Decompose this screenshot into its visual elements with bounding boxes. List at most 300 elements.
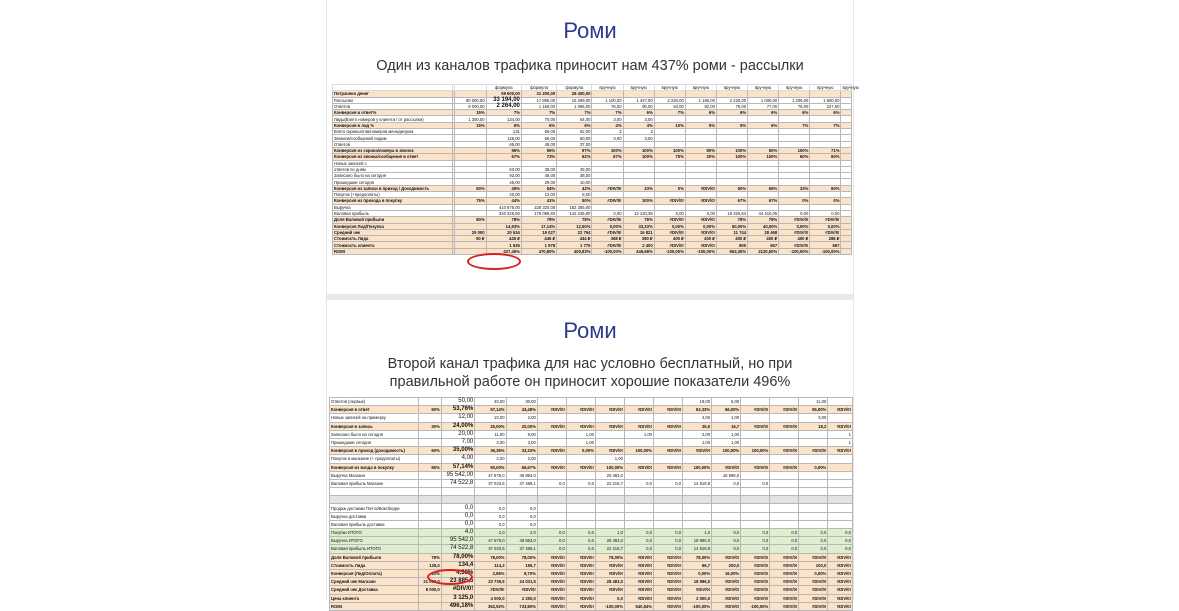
table-cell xyxy=(624,504,653,512)
table-cell: 7% xyxy=(521,110,556,116)
table-cell: 444 ₽ xyxy=(557,236,592,242)
table-cell xyxy=(566,414,595,422)
table-cell: 1 095,00 xyxy=(557,103,592,109)
table-cell: -100,00% xyxy=(592,248,623,254)
table-cell: 800 xyxy=(716,242,747,248)
table-cell: 0,00 xyxy=(654,210,685,216)
table-cell: 0% xyxy=(779,198,810,204)
table-cell: 446,68% xyxy=(623,248,654,254)
table-cell: 0,0 xyxy=(741,529,770,537)
table-cell xyxy=(475,496,506,504)
table-row xyxy=(330,496,853,504)
table-cell: 0,0 xyxy=(537,537,566,545)
row-label-cell: Доля Валовой прибыли xyxy=(330,553,419,561)
table-cell: 2,00 xyxy=(683,430,712,438)
table-cell: 6% xyxy=(810,110,841,116)
table-cell: #DIV/0! xyxy=(770,463,799,471)
table-cell: 1 000,00 xyxy=(748,97,779,103)
table-cell: -100,00% xyxy=(741,602,770,610)
table-cell: 2 000,0 xyxy=(683,594,712,602)
table-cell: #DIV/0! xyxy=(770,553,799,561)
table-row xyxy=(330,586,853,594)
table-cell xyxy=(566,398,595,406)
table-cell: #DIV/0! xyxy=(770,422,799,430)
table-cell xyxy=(654,471,683,479)
table-cell: #DIV/0! xyxy=(685,198,716,204)
table-cell: 92,00 xyxy=(486,173,521,179)
table-cell: 3,00 xyxy=(623,116,654,122)
table-cell: 2,86% xyxy=(475,569,506,577)
table-cell: 0,00% xyxy=(779,223,810,229)
table-cell: 55,00% xyxy=(799,406,828,414)
table-row xyxy=(330,430,853,438)
table-cell xyxy=(770,430,799,438)
table-cell: 9,00 xyxy=(506,430,537,438)
table-cell: #DIV/0! xyxy=(770,602,799,610)
table-cell xyxy=(537,414,566,422)
table-cell xyxy=(624,438,653,446)
table-cell: 100,00% xyxy=(741,447,770,455)
table-cell: #DIV/0! xyxy=(654,553,683,561)
table-cell: 0,0 xyxy=(506,504,537,512)
row-label-cell: Конверсия в ответ xyxy=(330,406,419,414)
table-row xyxy=(330,455,853,463)
table-cell xyxy=(419,594,441,602)
table-cell: 1 978 xyxy=(521,242,556,248)
table-cell: 8,00 xyxy=(557,192,592,198)
table-cell: 3,00 xyxy=(799,414,828,422)
table-cell: #DIV/0! xyxy=(537,561,566,569)
row-label-cell: Стоимость Лида xyxy=(330,561,419,569)
table-cell xyxy=(537,488,566,496)
table-cell: 28 483,0 xyxy=(595,578,624,586)
table-cell: 6,00 xyxy=(712,398,741,406)
table-cell: 33% xyxy=(623,185,654,191)
table-cell: -100,00% xyxy=(654,248,685,254)
header-cell: вручную xyxy=(654,85,685,91)
table-cell: #DIV/0! xyxy=(741,561,770,569)
table-cell xyxy=(419,504,441,512)
table-cell xyxy=(828,488,853,496)
table-cell: 114,3 xyxy=(475,561,506,569)
table-cell xyxy=(566,455,595,463)
table-cell: 0,00% xyxy=(566,447,595,455)
row-label-cell: Взято скриншотов/номеров менеджером xyxy=(333,129,453,135)
table-cell: 96% xyxy=(486,147,521,153)
table-cell xyxy=(828,471,853,479)
table-cell: 1,00 xyxy=(595,455,624,463)
table-cell: 7% xyxy=(486,110,521,116)
table-cell xyxy=(419,455,441,463)
table-cell: 2120,50% xyxy=(748,248,779,254)
table-cell: 0,0 xyxy=(475,504,506,512)
table-cell xyxy=(770,471,799,479)
table-cell: -100,00% xyxy=(685,248,716,254)
table-row xyxy=(330,504,853,512)
table-cell: #DIV/0! xyxy=(799,578,828,586)
row-label-cell: Валовая прибыль ИТОГО xyxy=(330,545,419,553)
row-label-cell: Ответов xyxy=(333,103,453,109)
row-label-cell: Средний чек Магазин xyxy=(330,578,419,586)
table-cell: 60% xyxy=(716,185,747,191)
table-cell xyxy=(441,488,475,496)
table-cell: #DIV/0! xyxy=(506,586,537,594)
table-cell: 76,00 xyxy=(592,103,623,109)
table-cell: 37 489,1 xyxy=(506,479,537,487)
table-cell: 16,7 xyxy=(712,422,741,430)
table-row xyxy=(330,545,853,553)
table-cell: #DIV/0! xyxy=(828,569,853,577)
row-label-cell: Конверсия из звонка/сообщения в ответ xyxy=(333,154,453,160)
table-cell: 78% xyxy=(716,217,747,223)
table-cell xyxy=(828,504,853,512)
table-cell: 7% xyxy=(592,110,623,116)
table-row xyxy=(333,248,852,254)
table-cell: 445 ₽ xyxy=(486,236,521,242)
table-cell: 400 ₽ xyxy=(716,236,747,242)
table-cell: #DIV/0! xyxy=(566,553,595,561)
table-cell: #DIV/0! xyxy=(770,406,799,414)
table-cell: 6% xyxy=(716,110,747,116)
table-cell xyxy=(741,496,770,504)
table-cell: 0,0 xyxy=(566,479,595,487)
table-cell: 37 033,6 xyxy=(475,479,506,487)
table-cell: 60% xyxy=(779,154,810,160)
table-cell: 25,00% xyxy=(475,422,506,430)
table-cell xyxy=(683,496,712,504)
table-cell: 23 739,5 xyxy=(475,578,506,586)
table-cell: 90,00 xyxy=(623,103,654,109)
table-cell: 69,00 xyxy=(521,129,556,135)
table-cell xyxy=(654,520,683,528)
table-cell xyxy=(624,471,653,479)
header-cell: вручную xyxy=(779,85,810,91)
row-label-cell: Цена клиента xyxy=(330,594,419,602)
table-cell: #DIV/0! xyxy=(592,185,623,191)
table-cell: 67% xyxy=(592,154,623,160)
header-cell: вручную xyxy=(842,85,859,91)
table-cell: 3,00 xyxy=(592,116,623,122)
table-cell: #DIV/0! xyxy=(654,242,685,248)
table-cell: 195,7 xyxy=(506,561,537,569)
table-cell xyxy=(506,496,537,504)
table-cell: 0,0 xyxy=(654,545,683,553)
table-cell: 60% xyxy=(419,406,441,414)
slide-subtitle-line-2: правильной работе он приносит хорошие показатели 496% xyxy=(389,374,791,390)
table-cell: #DIV/0! xyxy=(712,463,741,471)
table-cell: 1 600,00 xyxy=(810,97,841,103)
row-label-cell: Средний чек Доставка xyxy=(330,586,419,594)
slide-subtitle-line-1: Второй канал трафика для нас условно бесплатный, но при xyxy=(387,356,793,372)
table-cell: 24 031,5 xyxy=(506,578,537,586)
table-cell: 0,0 xyxy=(537,529,566,537)
table-cell: 41% xyxy=(521,198,556,204)
table-cell: 3 xyxy=(623,129,654,135)
table-cell: 100,0 xyxy=(799,561,828,569)
table-cell: 4,0 xyxy=(441,529,475,537)
table-cell: 100% xyxy=(623,154,654,160)
table-cell: 2 250,0 xyxy=(506,594,537,602)
table-cell: 25,0 xyxy=(683,422,712,430)
table-cell xyxy=(506,488,537,496)
table-cell: 4,00 xyxy=(683,414,712,422)
table-cell: 3,00 xyxy=(592,135,623,141)
table-cell: 1 180,00 xyxy=(685,97,716,103)
table-cell: 60,00 xyxy=(557,135,592,141)
table-cell: 33 194,00 xyxy=(486,97,521,103)
table-cell: 37 489,1 xyxy=(506,545,537,553)
table-cell xyxy=(828,496,853,504)
table-cell: 178 089,60 xyxy=(521,210,556,216)
table-cell: 12,50% xyxy=(557,223,592,229)
table-cell: #DIV/0! xyxy=(770,586,799,594)
table-cell: 6% xyxy=(748,110,779,116)
table-row xyxy=(330,561,853,569)
table-cell: 62% xyxy=(557,154,592,160)
table-cell: 227,00 xyxy=(810,103,841,109)
table-cell: 57,14% xyxy=(441,463,475,471)
table-cell: 67% xyxy=(748,198,779,204)
table-cell: #DIV/0! xyxy=(566,569,595,577)
table-cell: 24,00% xyxy=(441,422,475,430)
table-cell xyxy=(683,504,712,512)
table-cell: #DIV/0! xyxy=(624,422,653,430)
table-row xyxy=(330,520,853,528)
table-cell: #DIV/0! xyxy=(537,578,566,586)
table-cell: 33,33% xyxy=(623,223,654,229)
table-cell: 75% xyxy=(455,198,486,204)
table-cell: 2 264,00 xyxy=(486,103,521,109)
table-cell: 37,00 xyxy=(557,141,592,147)
row-label-cell: Конверсия из записи в приход / Доходимость xyxy=(333,185,453,191)
table-cell xyxy=(770,438,799,446)
table-cell xyxy=(537,438,566,446)
table-cell: #DIV/0! xyxy=(566,594,595,602)
table-cell: 7,00 xyxy=(441,438,475,446)
table-cell xyxy=(741,512,770,520)
header-cell: вручную xyxy=(685,85,716,91)
table-cell: 362,92% xyxy=(475,602,506,610)
table-cell: 78% xyxy=(748,217,779,223)
row-label-cell: Доля Валовой прибыли xyxy=(333,217,453,223)
table-cell: 6% xyxy=(779,110,810,116)
table-cell: 0,00% xyxy=(799,569,828,577)
table-cell xyxy=(712,496,741,504)
table-cell: #DIV/0! xyxy=(624,594,653,602)
table-row xyxy=(330,602,853,610)
table-cell: #DIV/0! xyxy=(828,422,853,430)
table-cell: 4% xyxy=(592,122,623,128)
table-cell xyxy=(741,504,770,512)
table-cell: 131 xyxy=(486,129,521,135)
table-cell: #DIV/0! xyxy=(810,229,841,235)
table-cell: 2 400 xyxy=(623,242,654,248)
table-cell xyxy=(712,512,741,520)
table-cell: 5% xyxy=(685,122,716,128)
table-cell: #DIV/0! xyxy=(592,217,623,223)
table-cell xyxy=(770,496,799,504)
table-cell: 10% xyxy=(419,569,441,577)
table-cell xyxy=(419,479,441,487)
table-cell: 50,00% xyxy=(716,223,747,229)
row-label-cell: Конверсия в ответ% xyxy=(333,110,453,116)
table-cell: 17,14% xyxy=(521,223,556,229)
table-cell: 0,0 xyxy=(506,512,537,520)
table-cell: 28 468 xyxy=(748,229,779,235)
table-cell xyxy=(624,520,653,528)
table-cell: #DIV/0! xyxy=(683,586,712,594)
table-cell: #DIV/0! xyxy=(624,561,653,569)
table-cell: #DIV/0! xyxy=(770,561,799,569)
table-cell xyxy=(828,455,853,463)
table-cell: 67% xyxy=(716,198,747,204)
table-cell: 4,30% xyxy=(441,569,475,577)
table-row xyxy=(330,471,853,479)
table-cell: 47 679,0 xyxy=(475,471,506,479)
row-label-cell: Валовая прибыль Магазин xyxy=(330,479,419,487)
table-cell: 2,00 xyxy=(475,455,506,463)
table-cell: #DIV/0! xyxy=(592,198,623,204)
table-cell: 60 000,00 xyxy=(455,97,486,103)
romi-highlight-oval xyxy=(467,253,521,270)
table-cell: 0,0 xyxy=(712,479,741,487)
table-cell: 78,00% xyxy=(595,553,624,561)
table-cell xyxy=(770,455,799,463)
table-cell xyxy=(566,496,595,504)
table-cell: 6% xyxy=(748,122,779,128)
table-cell: 1 100,00 xyxy=(592,97,623,103)
table-cell: #DIV/0! xyxy=(685,217,716,223)
table-cell: #DIV/0! xyxy=(566,602,595,610)
table-cell: 50,00% xyxy=(475,463,506,471)
table-cell: 1 350,00 xyxy=(455,116,486,122)
table-cell: #DIV/0! xyxy=(595,586,624,594)
header-cell: формула xyxy=(486,85,521,91)
table-cell: 7% xyxy=(779,122,810,128)
table-cell: #DIV/0! xyxy=(595,422,624,430)
table-cell: 28 400,00 xyxy=(557,91,592,97)
table-cell: 100% xyxy=(623,147,654,153)
table-cell: 33,33% xyxy=(506,447,537,455)
table-cell xyxy=(828,398,853,406)
table-cell: 0,00% xyxy=(654,223,685,229)
table-cell: -100,00% xyxy=(810,248,841,254)
table-cell: 3 xyxy=(592,129,623,135)
table-cell xyxy=(799,512,828,520)
table-cell: 0% xyxy=(654,185,685,191)
table-cell: #DIV/0! xyxy=(537,586,566,594)
table-cell: 437,46% xyxy=(486,248,521,254)
table-cell: 9 000,00 xyxy=(455,103,486,109)
table-cell: #DIV/0! xyxy=(441,586,475,594)
table-cell: #DIV/0! xyxy=(828,586,853,594)
row-label-cell: Конверсия из прихода в покупку xyxy=(333,198,453,204)
table-cell: 0,0 xyxy=(712,529,741,537)
table-cell: 62,00 xyxy=(557,129,592,135)
table-cell xyxy=(624,488,653,496)
table-cell xyxy=(419,520,441,528)
table-cell: 21 000,0 xyxy=(419,578,441,586)
table-cell: 0,00 xyxy=(685,210,716,216)
row-label-cell: Валовая прибыль xyxy=(333,210,453,216)
row-label-cell: Конверсия в приход (доходимость) xyxy=(330,447,419,455)
table-cell: #DIV/0! xyxy=(712,578,741,586)
table-cell: 4% xyxy=(623,122,654,128)
table-cell: #DIV/0! xyxy=(654,578,683,586)
table-cell: 0,0 xyxy=(799,537,828,545)
table-cell: 33% xyxy=(779,185,810,191)
table-cell: 1 xyxy=(828,438,853,446)
table-cell: 7% xyxy=(810,122,841,128)
table-cell: #DIV/0! xyxy=(566,463,595,471)
table-cell: 1,00 xyxy=(566,438,595,446)
table-cell xyxy=(741,455,770,463)
table-cell: 78% xyxy=(486,217,521,223)
table-cell: 18 996,0 xyxy=(683,537,712,545)
table-cell: -100,00% xyxy=(683,602,712,610)
table-cell xyxy=(441,496,475,504)
table-cell: 0,0 xyxy=(654,479,683,487)
table-cell: 13 120,38 xyxy=(623,210,654,216)
table-cell xyxy=(537,398,566,406)
table-cell: 368 ₽ xyxy=(592,236,623,242)
row-label-cell: Потрачено денег xyxy=(333,91,453,97)
table-cell: 95 542,00 xyxy=(441,471,475,479)
table-cell: 410 675,00 xyxy=(486,204,521,210)
table-cell: 0,0 xyxy=(624,545,653,553)
table-cell: 78% xyxy=(623,217,654,223)
table-cell: 14 818,9 xyxy=(683,479,712,487)
table-cell: #DIV/0! xyxy=(828,602,853,610)
table-cell: #DIV/0! xyxy=(741,463,770,471)
table-cell: 0,00% xyxy=(810,223,841,229)
table-cell: 38,00 xyxy=(557,173,592,179)
table-cell: 4,00 xyxy=(475,438,506,446)
table-cell: 380 ₽ xyxy=(623,236,654,242)
table-cell: 667 xyxy=(810,242,841,248)
row-label-cell: Конверсия из скрина/номера в звонок xyxy=(333,147,453,153)
table-cell: 11,00 xyxy=(799,398,828,406)
table-cell: #DIV/0! xyxy=(828,578,853,586)
table-cell: 0,0 xyxy=(654,529,683,537)
table-cell: 11,00 xyxy=(475,430,506,438)
table-row xyxy=(330,537,853,545)
row-label-cell: Записано было на сегодня xyxy=(333,173,453,179)
table-row xyxy=(330,406,853,414)
table-cell: 1 447,00 xyxy=(623,97,654,103)
table-row xyxy=(330,422,853,430)
table-cell: 200,0 xyxy=(712,561,741,569)
slide-title: Роми xyxy=(563,318,617,343)
table-cell: 0,0 xyxy=(595,594,624,602)
table-cell: 0,00% xyxy=(592,223,623,229)
row-label-cell: Выручка xyxy=(333,204,453,210)
spreadsheet-table xyxy=(329,397,853,611)
table-cell: #DIV/0! xyxy=(712,553,741,561)
table-cell: 47 679,0 xyxy=(475,537,506,545)
table-cell: 75,00 xyxy=(779,103,810,109)
row-label-cell: ROMI xyxy=(330,602,419,610)
table-cell xyxy=(770,414,799,422)
table-cell xyxy=(537,455,566,463)
table-cell: #DIV/0! xyxy=(654,586,683,594)
table-cell xyxy=(419,414,441,422)
table-cell: #DIV/0! xyxy=(799,553,828,561)
table-cell: #DIV/0! xyxy=(654,463,683,471)
table-cell: #DIV/0! xyxy=(537,422,566,430)
table-row xyxy=(330,447,853,455)
table-cell: #DIV/0! xyxy=(770,594,799,602)
